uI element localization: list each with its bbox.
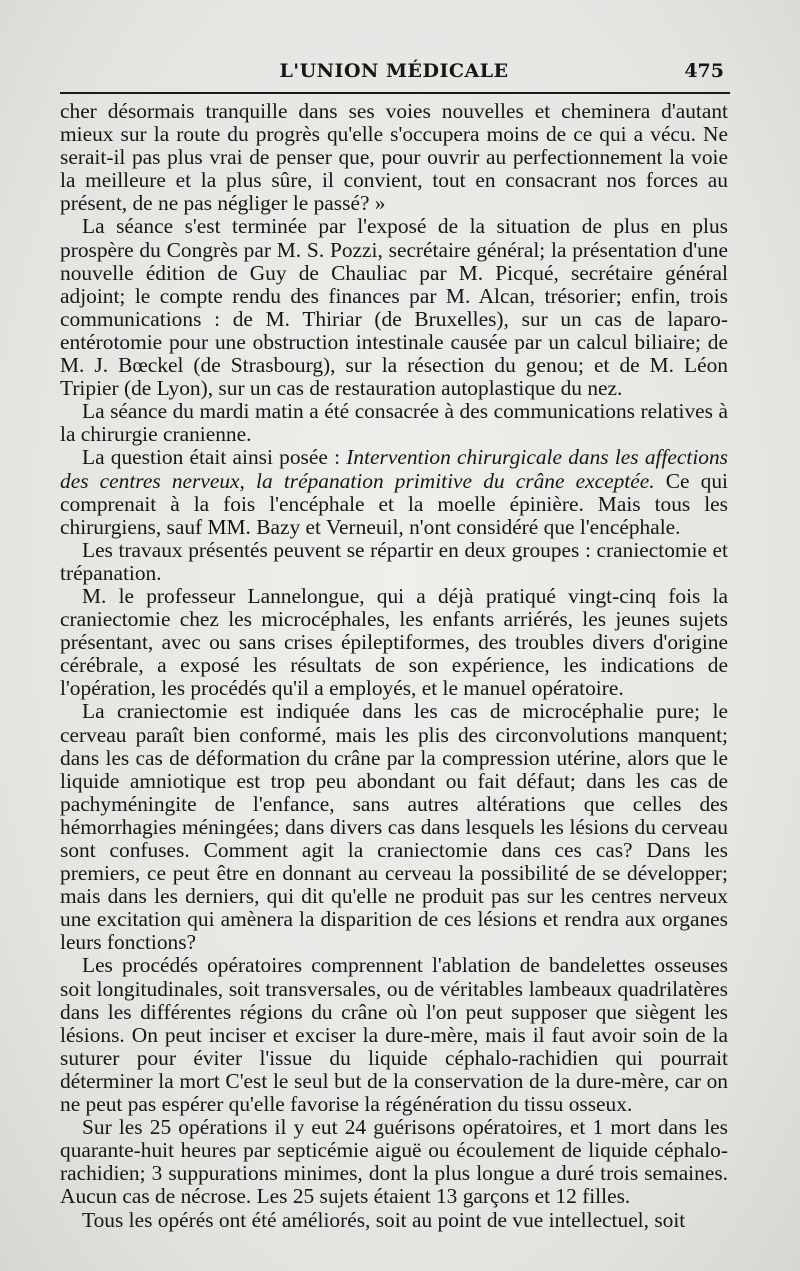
paragraph-p2 <box>60 215 728 400</box>
text-segment: La séance s'est terminée par l'exposé de la situation de plus en plus prospère du Congrès par M. S. Pozzi, secrétaire général; la présentation d'une nouvelle édition de Guy de Chauliac par M. Picqué, secrétaire général adjoint; le compte rendu des finances par M. Alcan, trésorier; enfin, trois communications : de M. Thiriar (de Bruxelles), sur un cas de laparo-entérotomie pour une obstruction intestinale causée par un calcul biliaire; de M. J. Bœckel (de Strasbourg), sur la résection du genou; et de M. Léon Tripier (de Lyon), sur un cas de restauration autoplastique du nez. <box>60 214 728 401</box>
paragraph-p4 <box>60 446 728 538</box>
running-title: L'UNION MÉDICALE <box>279 60 509 82</box>
italic-text-segment: Intervention chirurgicale dans les affections des centres nerveux, la trépanation primitive du crâne exceptée. <box>60 445 728 493</box>
body-text <box>60 100 728 1232</box>
paragraph-p7 <box>60 700 728 954</box>
paragraph-p6 <box>60 585 728 700</box>
paragraph-p9 <box>60 1116 728 1208</box>
text-segment: La craniectomie est indiquée dans les cas de microcéphalie pure; le cerveau paraît bien conformé, mais les plis des circonvolutions manquent; dans les cas de déformation du crâne par la compression utérine, alors que le liquide amniotique est trop peu abondant ou fait défaut; dans les cas de pachyméningite de l'enfance, sans autres altérations que celles des hémorrhagies méningées; dans divers cas dans lesquels les lésions du cerveau sont confuses. Comment agit la craniectomie dans ces cas? Dans les premiers, ce peut être en donnant au cerveau la possibilité de se développer; mais dans les derniers, qui dit qu'elle ne produit pas sur les centres nerveux une excitation qui amènera la disparition de ces lésions et rendra aux organes leurs fonctions? <box>60 699 728 955</box>
text-segment: cher désormais tranquille dans ses voies nouvelles et cheminera d'autant mieux sur la route du progrès qu'elle s'occupera moins de ce qui a vécu. Ne serait-il pas plus vrai de penser que, pour ouvrir au perfectionnement la voie la meilleure et la plus sûre, il convient, tout en consacrant nos forces au présent, de ne pas négliger le passé? » <box>60 99 728 216</box>
text-segment: Tous les opérés ont été améliorés, soit au point de vue intellectuel, soit <box>82 1207 686 1232</box>
page-number: 475 <box>684 60 724 82</box>
text-segment: La question était ainsi posée : <box>82 445 347 470</box>
paragraph-p1 <box>60 100 728 215</box>
paragraph-p8 <box>60 954 728 1116</box>
text-segment: Les procédés opératoires comprennent l'ablation de bandelettes osseuses soit longitudinales, soit transversales, ou de véritables lambeaux quadrilatères dans les différentes régions du crâne où l'on peut supposer que siègent les lésions. On peut inciser et exciser la dure-mère, mais il faut avoir soin de la suturer pour éviter l'issue du liquide céphalo-rachidien qui pourrait déterminer la mort C'est le seul but de la conservation de la dure-mère, car on ne peut pas espérer qu'elle favorise la régénération du tissu osseux. <box>60 953 728 1117</box>
text-segment: Sur les 25 opérations il y eut 24 guérisons opératoires, et 1 mort dans les quarante-huit heures par septicémie aiguë ou écoulement de liquide céphalo-rachidien; 3 suppurations minimes, dont la plus longue a duré trois semaines. Aucun cas de nécrose. Les 25 sujets étaient 13 garçons et 12 filles. <box>60 1115 728 1209</box>
paragraph-p5 <box>60 539 728 585</box>
text-segment: Les travaux présentés peuvent se répartir en deux groupes : craniectomie et trépanation. <box>60 537 728 585</box>
text-segment: M. le professeur Lannelongue, qui a déjà pratiqué vingt-cinq fois la craniectomie chez les microcéphales, les enfants arriérés, les jeunes sujets présentant, avec ou sans crises épileptiformes, des troubles divers d'origine cérébrale, a exposé les résultats de son expérience, les indications de l'opération, les procédés qu'il a employés, et le manuel opératoire. <box>60 583 728 701</box>
paragraph-p3 <box>60 400 728 446</box>
header-rule <box>60 92 730 94</box>
text-segment: Ce qui comprenait à la fois l'encéphale et la moelle épinière. Mais tous les chirurgiens, sauf MM. Bazy et Verneuil, n'ont considéré que l'encéphale. <box>60 468 728 539</box>
text-segment: La séance du mardi matin a été consacrée à des communications relatives à la chirurgie cranienne. <box>60 399 728 447</box>
paragraph-p10 <box>60 1209 728 1232</box>
page-header <box>60 56 728 90</box>
